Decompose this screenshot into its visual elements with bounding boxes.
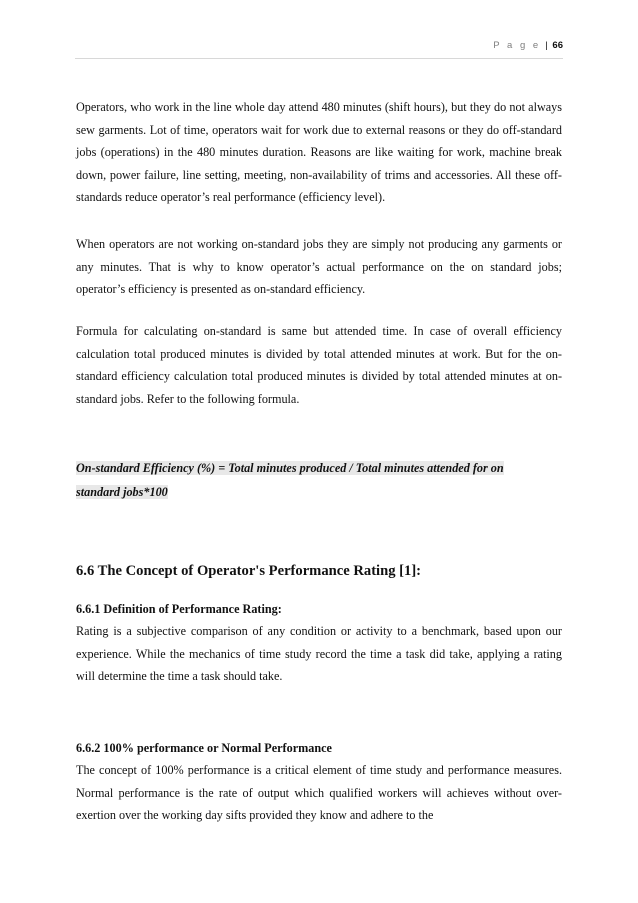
subsection-6-6-1 (76, 598, 562, 688)
formula-block (76, 456, 562, 504)
subsection-6-6-2 (76, 737, 562, 827)
section-6-6 (76, 563, 562, 580)
formula-line-2: standard jobs*100 (76, 485, 168, 499)
paragraph-1: Operators, who work in the line whole day attend 480 minutes (shift hours), but they do not always sew garments. Lot of time, operators wait for work due to external reasons or they do off-standard jobs (operations) in the 480 minutes duration. Reasons are like waiting for work, machine break down, power failure, line setting, meeting, non-availability of trims and accessories. All these off-standards reduce operator’s real performance (efficiency level). (76, 100, 562, 204)
formula-line-1: On-standard Efficiency (%) = Total minutes produced / Total minutes attended for on (76, 461, 504, 475)
page-separator: | (545, 40, 548, 51)
subsection-2-heading: 6.6.2 100% performance or Normal Performance (76, 741, 332, 755)
subsection-1-text: Rating is a subjective comparison of any condition or activity to a benchmark, based upon our experience. While the mechanics of time study record the time a task did take, applying a rating will determine the time a task should take. (76, 624, 562, 683)
paragraph-3: Formula for calculating on-standard is same but attended time. In case of overall efficiency calculation total produced minutes is divided by total attended minutes at work. But for the on-standard efficiency calculation total produced minutes is divided by total attended minutes at on-standard jobs. Refer to the following formula. (76, 324, 562, 406)
paragraph-2-block (76, 233, 562, 301)
section-heading: 6.6 The Concept of Operator's Performance Rating [1]: (76, 563, 422, 579)
page-label: P a g e (493, 40, 541, 51)
page-number: 66 (552, 40, 563, 51)
subsection-1-heading: 6.6.1 Definition of Performance Rating: (76, 602, 282, 616)
subsection-2-text: The concept of 100% performance is a critical element of time study and performance measures. Normal performance is the rate of output which qualified workers will achieves without over-exertion over the working day sifts provided they know and adhere to the (76, 763, 562, 822)
paragraph-1-block (76, 96, 562, 209)
page-header (75, 40, 563, 59)
paragraph-3-block (76, 320, 562, 410)
paragraph-2: When operators are not working on-standard jobs they are simply not producing any garments or any minutes. That is why to know operator’s actual performance on the on standard jobs; operator’s efficiency is presented as on-standard efficiency. (76, 237, 562, 296)
